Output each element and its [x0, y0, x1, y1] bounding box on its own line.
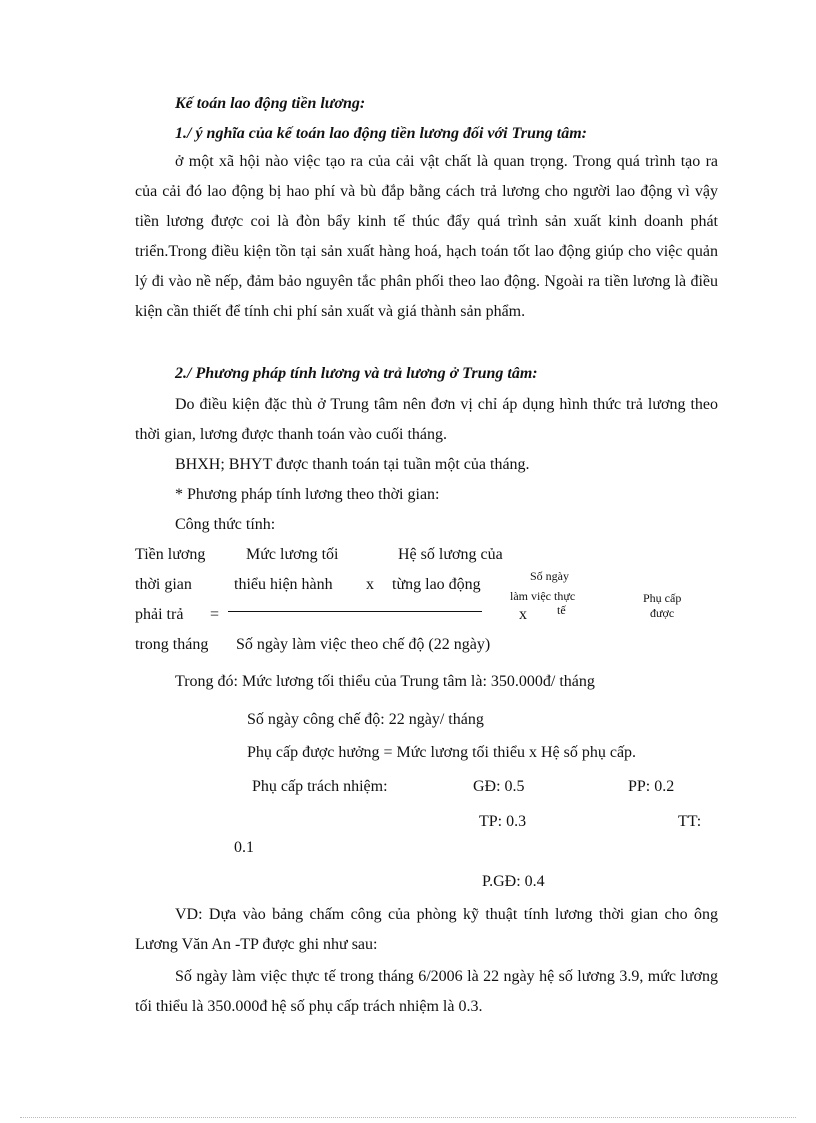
- paragraph-dieu-kien-text: Do điều kiện đặc thù ở Trung tâm nên đơn vị chỉ áp dụng hình thức trả lương theo thời gian, lương được thanh toán vào cuối tháng.: [135, 396, 718, 443]
- paragraph-vd-text: VD: Dựa vào bảng chấm công của phòng kỹ thuật tính lương thời gian cho ông Lương Văn An -TP được ghi như sau:: [135, 906, 718, 953]
- formula-left-1: Tiền lương: [135, 546, 206, 563]
- heading-y-nghia: 1./ ý nghĩa của kế toán lao động tiền lương đối với Trung tâm:: [175, 125, 587, 142]
- formula-factor-2: làm việc thực: [510, 589, 576, 603]
- line-so-ngay: Số ngày công chế độ: 22 ngày/ tháng: [247, 711, 484, 728]
- formula-left-4: trong tháng: [135, 636, 209, 653]
- formula-num-1b: thiểu hiện hành: [234, 576, 333, 593]
- allowance-tp: TP: 0.3: [479, 813, 527, 830]
- formula-num-1a: Mức lương tối: [246, 546, 339, 563]
- line-trong-do: Trong đó: Mức lương tối thiểu của Trung tâm là: 350.000đ/ tháng: [175, 673, 595, 690]
- formula-left-2: thời gian: [135, 576, 192, 593]
- line-method: * Phương pháp tính lương theo thời gian:: [175, 486, 440, 503]
- paragraph-y-nghia-text: ở một xã hội nào việc tạo ra của cải vật chất là quan trọng. Trong quá trình tạo ra của cải đó lao động bị hao phí và bù đắp bằng cách trả lương cho người lao động vì vậy tiền lương được coi là đòn bẩy kinh tế thúc đẩy quá trình sản xuất kinh doanh phát triển.Trong điều kiện tồn tại sản xuất hàng hoá, hạch toán tốt lao động giúp cho việc quản lý đi vào nề nếp, đảm bảo nguyên tắc phân phối theo lao động. Ngoài ra tiền lương là điều kiện cần thiết để tính chi phí sản xuất và giá thành sản phẩm.: [135, 153, 718, 320]
- heading-phuong-phap: 2./ Phương pháp tính lương và trả lương ở Trung tâm:: [175, 365, 538, 382]
- paragraph-dieu-kien: [135, 390, 718, 450]
- allowance-tt-value: 0.1: [234, 839, 254, 856]
- allowance-label: Phụ cấp trách nhiệm:: [252, 778, 388, 795]
- line-formula-title: Công thức tính:: [175, 516, 276, 533]
- heading-ke-toan: Kế toán lao động tiền lương:: [175, 95, 366, 112]
- paragraph-y-nghia: [135, 147, 718, 327]
- formula-num-2a: Hệ số lương của: [398, 546, 503, 563]
- formula-factor-5: được: [650, 606, 675, 620]
- allowance-gd: GĐ: 0.5: [473, 778, 525, 795]
- formula-times-2: x: [519, 606, 527, 623]
- paragraph-so-ngay: [135, 962, 718, 1022]
- formula-denominator: Số ngày làm việc theo chế độ (22 ngày): [236, 636, 491, 653]
- line-bhxh: BHXH; BHYT được thanh toán tại tuần một của tháng.: [175, 456, 530, 473]
- formula-times: x: [366, 576, 374, 593]
- formula-factor-1: Số ngày: [530, 569, 569, 583]
- formula-left-3: phải trả: [135, 606, 184, 623]
- paragraph-vd: [135, 900, 718, 960]
- page-bottom-rule: [20, 1117, 796, 1118]
- formula-equals: =: [210, 606, 220, 623]
- fraction-line: [228, 611, 482, 612]
- allowance-pgd: P.GĐ: 0.4: [482, 873, 545, 890]
- formula-num-2b: từng lao động: [392, 576, 481, 593]
- allowance-pp: PP: 0.2: [628, 778, 675, 795]
- formula-factor-4: Phụ cấp: [643, 591, 682, 605]
- paragraph-so-ngay-text: Số ngày làm việc thực tế trong tháng 6/2006 là 22 ngày hệ số lương 3.9, mức lương tối thiểu là 350.000đ hệ số phụ cấp trách nhiệm là 0.3.: [135, 968, 718, 1015]
- allowance-tt: TT:: [678, 813, 702, 830]
- formula-factor-3: tế: [557, 603, 566, 617]
- line-phu-cap: Phụ cấp được hưởng = Mức lương tối thiểu x Hệ số phụ cấp.: [247, 744, 637, 761]
